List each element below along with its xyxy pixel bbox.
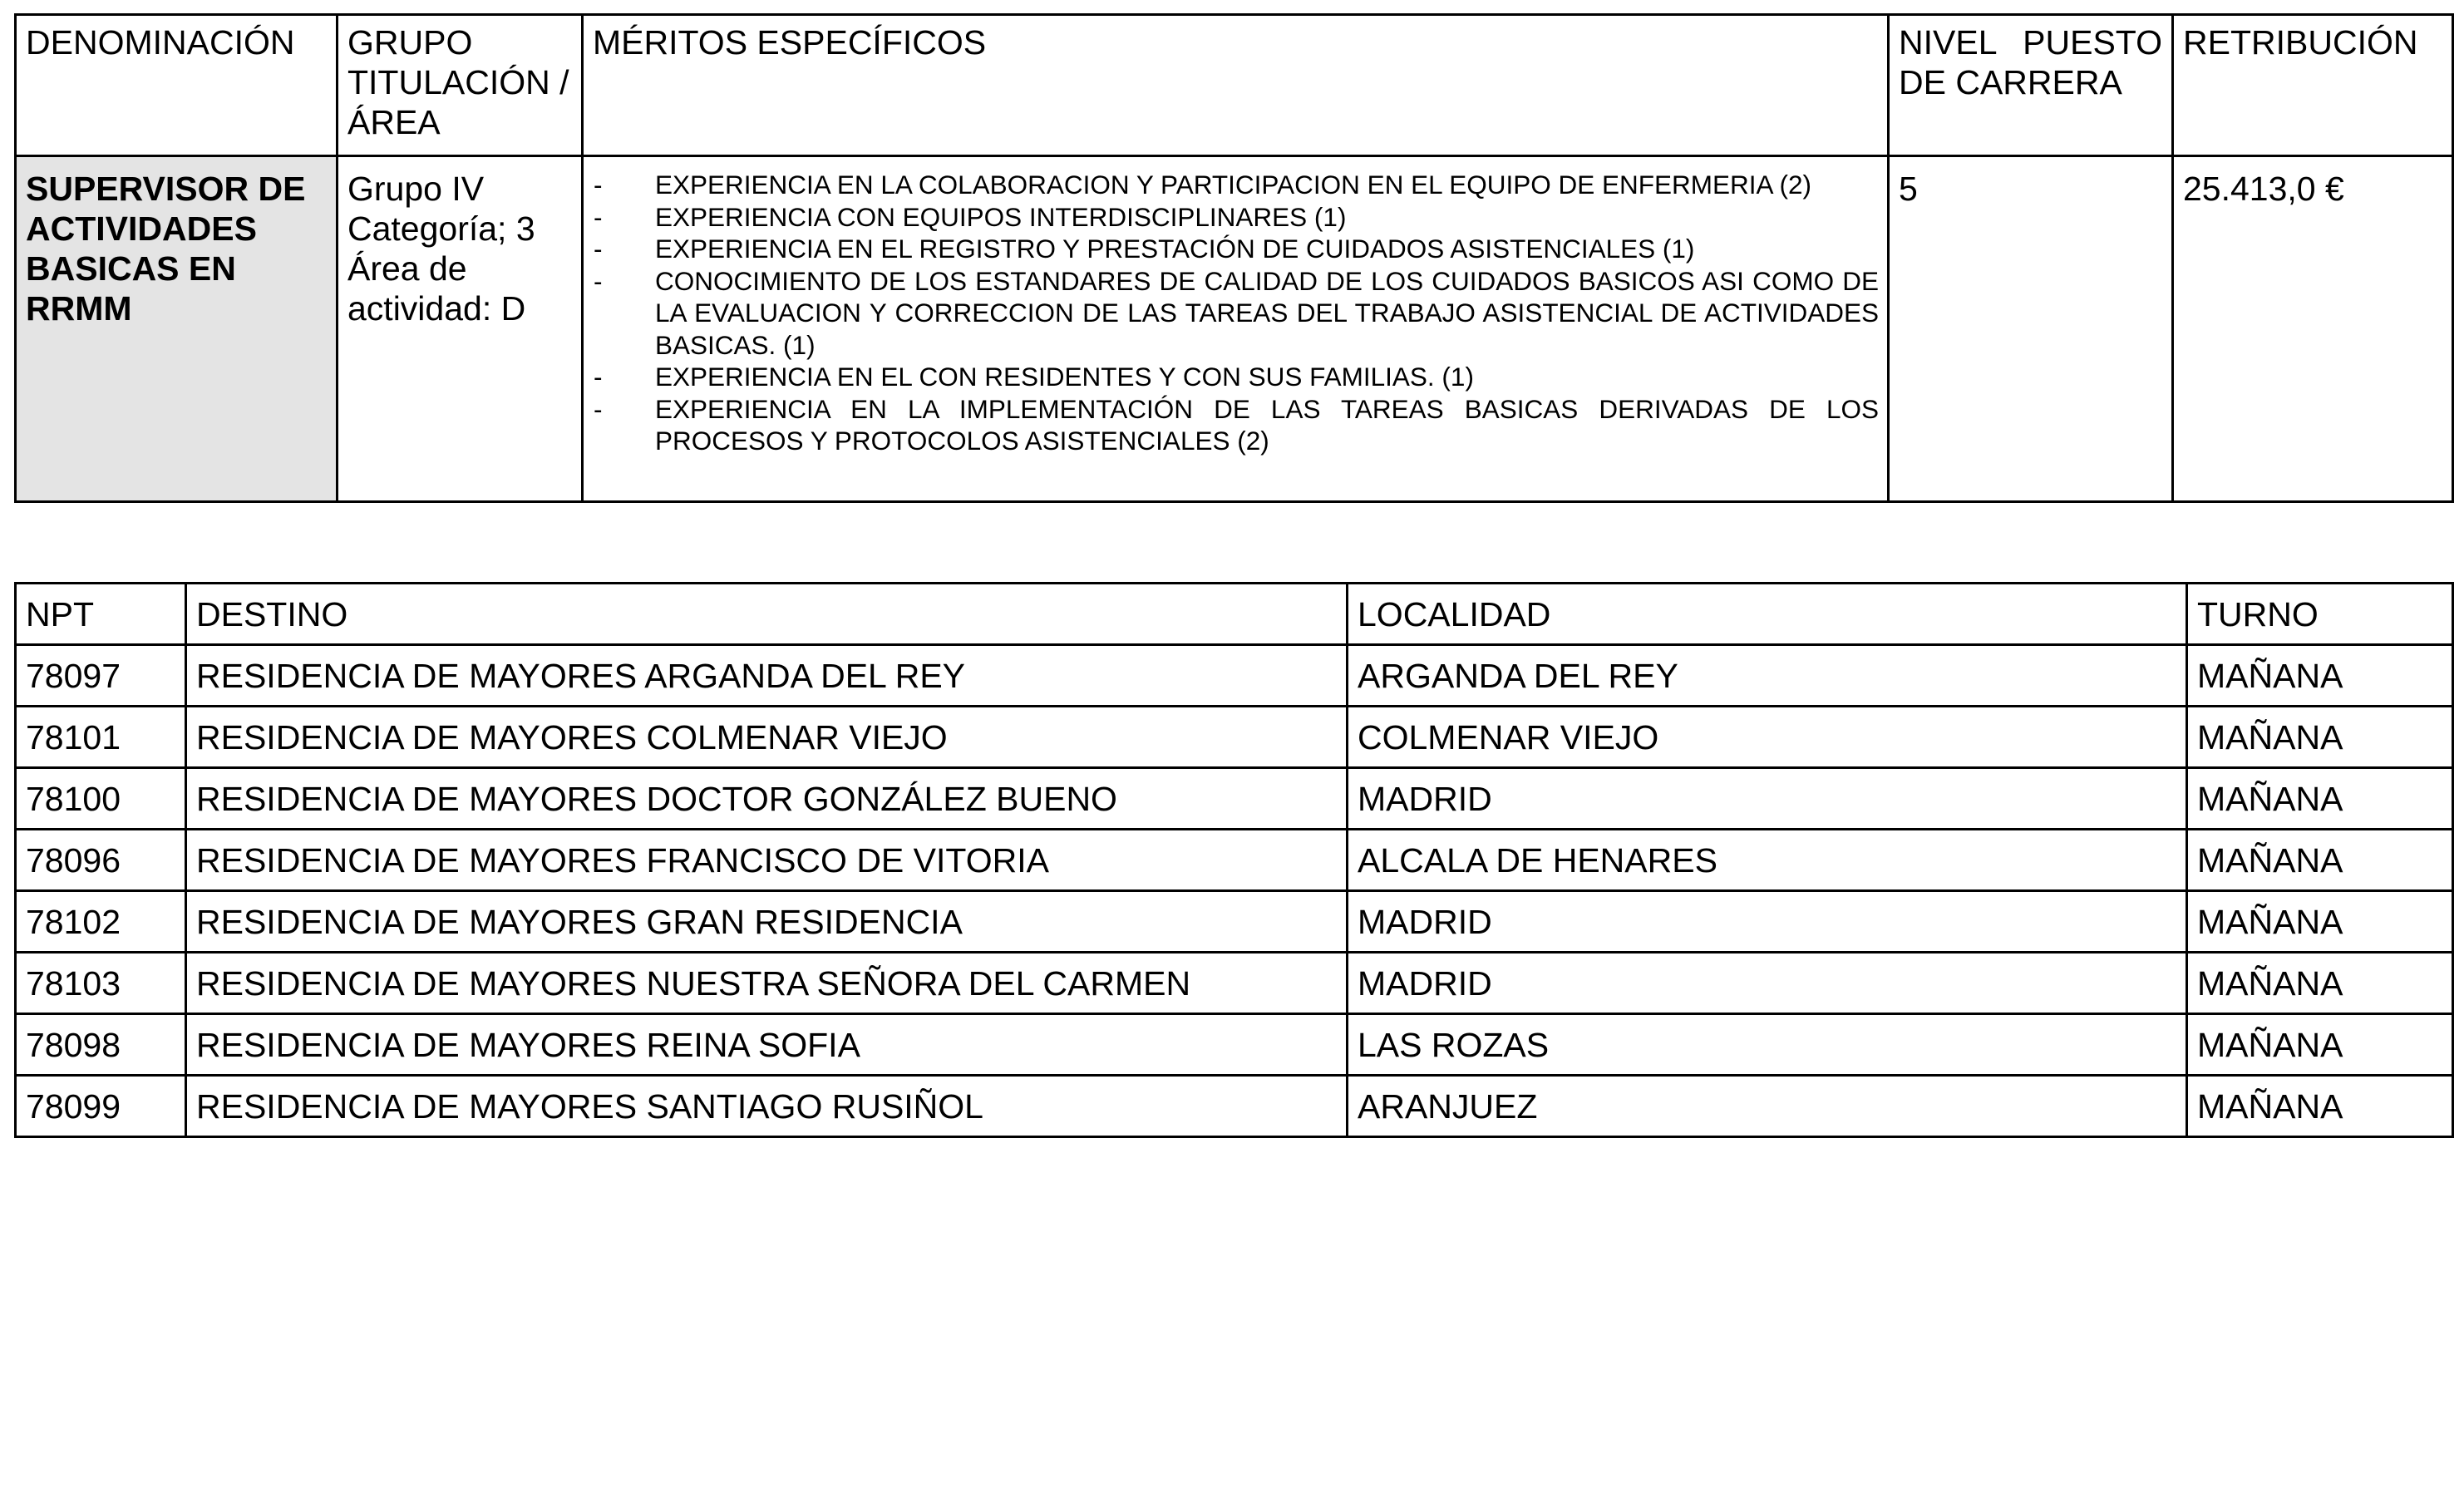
job-data-row: [16, 156, 2453, 502]
table-row: [16, 1076, 2453, 1137]
job-grupo: [338, 156, 583, 502]
header-grupo: GRUPO TITULACIÓN / ÁREA: [338, 15, 583, 156]
merit-bullet: -: [594, 234, 603, 264]
job-retribucion: 25.413,0 €: [2173, 156, 2453, 502]
job-categoria-line: Categoría; 3: [347, 209, 535, 248]
destino-cell: RESIDENCIA DE MAYORES NUESTRA SEÑORA DEL CARMEN: [186, 953, 1348, 1014]
table-row: [16, 707, 2453, 768]
localidad-cell: MADRID: [1348, 891, 2187, 953]
job-area-line: Área de actividad: D: [347, 249, 526, 328]
turno-cell: MAÑANA: [2187, 707, 2453, 768]
destino-cell: RESIDENCIA DE MAYORES REINA SOFIA: [186, 1014, 1348, 1076]
header-denominacion: DENOMINACIÓN: [16, 15, 338, 156]
turno-cell: MAÑANA: [2187, 891, 2453, 953]
merit-item: [594, 361, 1879, 393]
header-destino: DESTINO: [186, 584, 1348, 645]
destino-cell: RESIDENCIA DE MAYORES FRANCISCO DE VITORIA: [186, 830, 1348, 891]
merit-item: [594, 201, 1879, 234]
header-nivel: NIVEL PUESTO DE CARRERA: [1889, 15, 2173, 156]
npt-cell: 78100: [16, 768, 186, 830]
turno-cell: MAÑANA: [2187, 953, 2453, 1014]
merit-bullet: -: [594, 170, 603, 200]
npt-cell: 78102: [16, 891, 186, 953]
merit-text: EXPERIENCIA EN EL CON RESIDENTES Y CON SUS FAMILIAS. (1): [655, 362, 1474, 392]
job-grupo-line: Grupo IV: [347, 170, 485, 208]
merit-item: [594, 169, 1879, 201]
table-row: [16, 891, 2453, 953]
merit-item: [594, 393, 1879, 457]
turno-cell: MAÑANA: [2187, 1076, 2453, 1137]
merit-text: EXPERIENCIA EN LA COLABORACION Y PARTICIPACION EN EL EQUIPO DE ENFERMERIA (2): [655, 170, 1812, 200]
localidad-cell: ARGANDA DEL REY: [1348, 645, 2187, 707]
job-denominacion: SUPERVISOR DE ACTIVIDADES BASICAS EN RRMM: [16, 156, 338, 502]
merits-list: [594, 169, 1879, 457]
job-profile-table: [14, 13, 2454, 503]
npt-cell: 78097: [16, 645, 186, 707]
merit-text: EXPERIENCIA CON EQUIPOS INTERDISCIPLINARES (1): [655, 201, 1347, 232]
npt-cell: 78096: [16, 830, 186, 891]
job-nivel: 5: [1889, 156, 2173, 502]
table-row: [16, 768, 2453, 830]
localidad-cell: MADRID: [1348, 768, 2187, 830]
localidad-cell: LAS ROZAS: [1348, 1014, 2187, 1076]
merit-text: CONOCIMIENTO DE LOS ESTANDARES DE CALIDAD DE LOS CUIDADOS BASICOS ASI COMO DE LA EVALUACION Y CORRECCION DE LAS TAREAS DEL TRABAJO ASISTENCIAL DE ACTIVIDADES BASICAS. (1): [655, 265, 1879, 360]
header-localidad: LOCALIDAD: [1348, 584, 2187, 645]
npt-cell: 78098: [16, 1014, 186, 1076]
merit-text: EXPERIENCIA EN EL REGISTRO Y PRESTACIÓN DE CUIDADOS ASISTENCIALES (1): [655, 234, 1695, 264]
destinations-table: [14, 582, 2454, 1138]
merit-item: [594, 233, 1879, 265]
npt-cell: 78101: [16, 707, 186, 768]
merit-item: [594, 265, 1879, 362]
turno-cell: MAÑANA: [2187, 768, 2453, 830]
header-meritos: MÉRITOS ESPECÍFICOS: [583, 15, 1889, 156]
turno-cell: MAÑANA: [2187, 1014, 2453, 1076]
header-turno: TURNO: [2187, 584, 2453, 645]
merit-bullet: -: [594, 201, 603, 232]
turno-cell: MAÑANA: [2187, 830, 2453, 891]
table-row: [16, 645, 2453, 707]
localidad-cell: ARANJUEZ: [1348, 1076, 2187, 1137]
merit-bullet: -: [594, 393, 603, 424]
merit-bullet: -: [594, 265, 603, 296]
dest-header-row: [16, 584, 2453, 645]
header-retribucion: RETRIBUCIÓN: [2173, 15, 2453, 156]
table-row: [16, 953, 2453, 1014]
destino-cell: RESIDENCIA DE MAYORES GRAN RESIDENCIA: [186, 891, 1348, 953]
job-meritos: [583, 156, 1889, 502]
table-row: [16, 830, 2453, 891]
npt-cell: 78103: [16, 953, 186, 1014]
merit-text: EXPERIENCIA EN LA IMPLEMENTACIÓN DE LAS TAREAS BASICAS DERIVADAS DE LOS PROCESOS Y PROTOCOLOS ASISTENCIALES (2): [655, 393, 1879, 456]
table-row: [16, 1014, 2453, 1076]
destino-cell: RESIDENCIA DE MAYORES ARGANDA DEL REY: [186, 645, 1348, 707]
localidad-cell: MADRID: [1348, 953, 2187, 1014]
header-npt: NPT: [16, 584, 186, 645]
destino-cell: RESIDENCIA DE MAYORES COLMENAR VIEJO: [186, 707, 1348, 768]
npt-cell: 78099: [16, 1076, 186, 1137]
localidad-cell: COLMENAR VIEJO: [1348, 707, 2187, 768]
job-header-row: [16, 15, 2453, 156]
destino-cell: RESIDENCIA DE MAYORES SANTIAGO RUSIÑOL: [186, 1076, 1348, 1137]
destino-cell: RESIDENCIA DE MAYORES DOCTOR GONZÁLEZ BUENO: [186, 768, 1348, 830]
localidad-cell: ALCALA DE HENARES: [1348, 830, 2187, 891]
turno-cell: MAÑANA: [2187, 645, 2453, 707]
merit-bullet: -: [594, 362, 603, 392]
